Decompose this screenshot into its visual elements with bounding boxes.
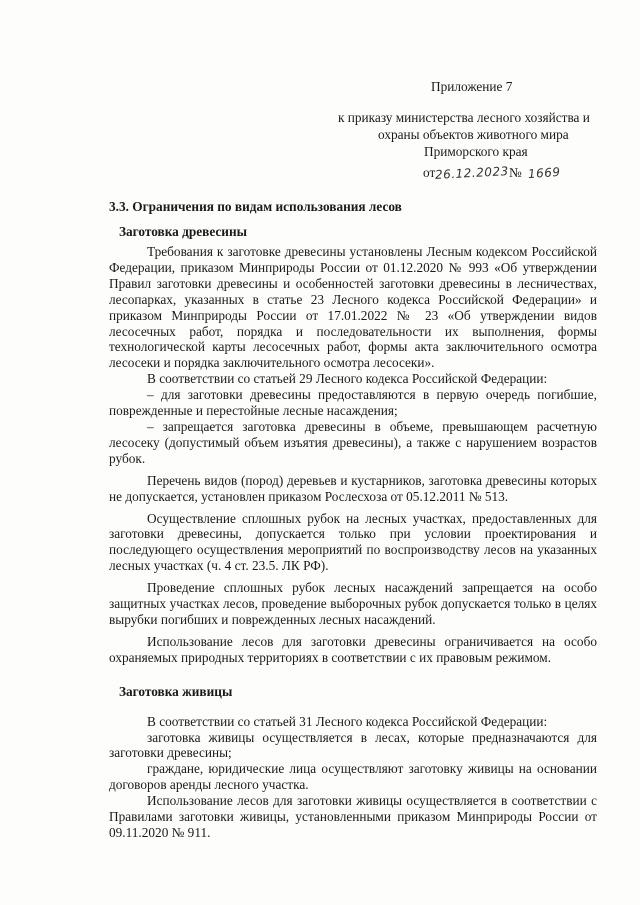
order-reference-line-3: Приморского края xyxy=(424,144,528,159)
number-prefix: № xyxy=(509,165,522,180)
resin-paragraph-4: Использование лесов для заготовки живицы осуществляется в соответствии с Правилами заготовки живицы, установленными приказом Минприроды России от 09.11.2020 № 911. xyxy=(109,793,597,840)
order-reference-line-1: к приказу министерства лесного хозяйства и xyxy=(338,110,590,125)
resin-harvesting-heading: Заготовка живицы xyxy=(119,683,233,699)
timber-paragraph-7: Проведение сплошных рубок лесных насаждений запрещается на особо защитных участках лесов, проведение выборочных рубок допускается только в целях вырубки погибших и поврежденных лесных насаждений. xyxy=(109,580,597,627)
resin-paragraph-3: граждане, юридические лица осуществляют заготовку живицы на основании договоров аренды лесного участка. xyxy=(109,761,597,793)
timber-paragraph-6: Осуществление сплошных рубок на лесных участках, предоставленных для заготовки древесины, допускается только при условии проектирования и последующего осуществления мероприятий по воспроизводству лесов на указанных лесных участках (ч. 4 ст. 23.5. ЛК РФ). xyxy=(109,510,597,574)
resin-paragraph-1: В соответствии со статьей 31 Лесного кодекса Российской Федерации: xyxy=(147,713,548,729)
timber-paragraph-2: В соответствии со статьей 29 Лесного кодекса Российской Федерации: xyxy=(147,371,548,387)
order-reference-line-2: охраны объектов животного мира xyxy=(378,127,569,142)
handwritten-date: 26.12.2023 xyxy=(434,164,510,182)
timber-paragraph-5: Перечень видов (пород) деревьев и кустарников, заготовка древесины которых не допускается, установлен приказом Рослесхоза от 05.12.2011 № 513. xyxy=(109,472,597,504)
timber-harvesting-heading: Заготовка древесины xyxy=(119,224,248,239)
timber-paragraph-3: – для заготовки древесины предоставляются в первую очередь погибшие, поврежденные и перестойные лесные насаждения; xyxy=(109,387,597,419)
date-prefix: от xyxy=(423,165,436,180)
handwritten-number: 1669 xyxy=(527,164,561,182)
appendix-label: Приложение 7 xyxy=(431,79,513,94)
document-body xyxy=(109,199,597,841)
timber-paragraph-4: – запрещается заготовка древесины в объеме, превышающем расчетную лесосеку (допустимый объем изъятия древесины), а также с нарушением возрастов рубок. xyxy=(109,418,597,466)
resin-paragraph-2: заготовка живицы осуществляется в лесах, которые предназначаются для заготовки древесины; xyxy=(109,729,597,761)
timber-paragraph-1: Требования к заготовке древесины установлены Лесным кодексом Российской Федерации, приказом Минприроды России от 01.12.2020 № 993 «Об утверждении Правил заготовки древесины и особенностей заготовки древесины в лесничествах, лесопарках, указанных в статье 23 Лесного кодекса Российской Федерации» и приказом Минприроды России от 17.01.2022 № 23 «Об утверждении видов лесосечных работ, порядка и последовательности их выполнения, формы технологической карты лесосечных работ, формы акта заключительного осмотра лесосеки и порядка заключительного осмотра лесосеки». xyxy=(109,244,597,371)
order-date-number xyxy=(423,165,560,182)
section-title: 3.3. Ограничения по видам использования лесов xyxy=(109,199,402,214)
timber-paragraph-8: Использование лесов для заготовки древесины ограничивается на особо охраняемых природных территориях в соответствии с их правовым режимом. xyxy=(109,633,597,665)
